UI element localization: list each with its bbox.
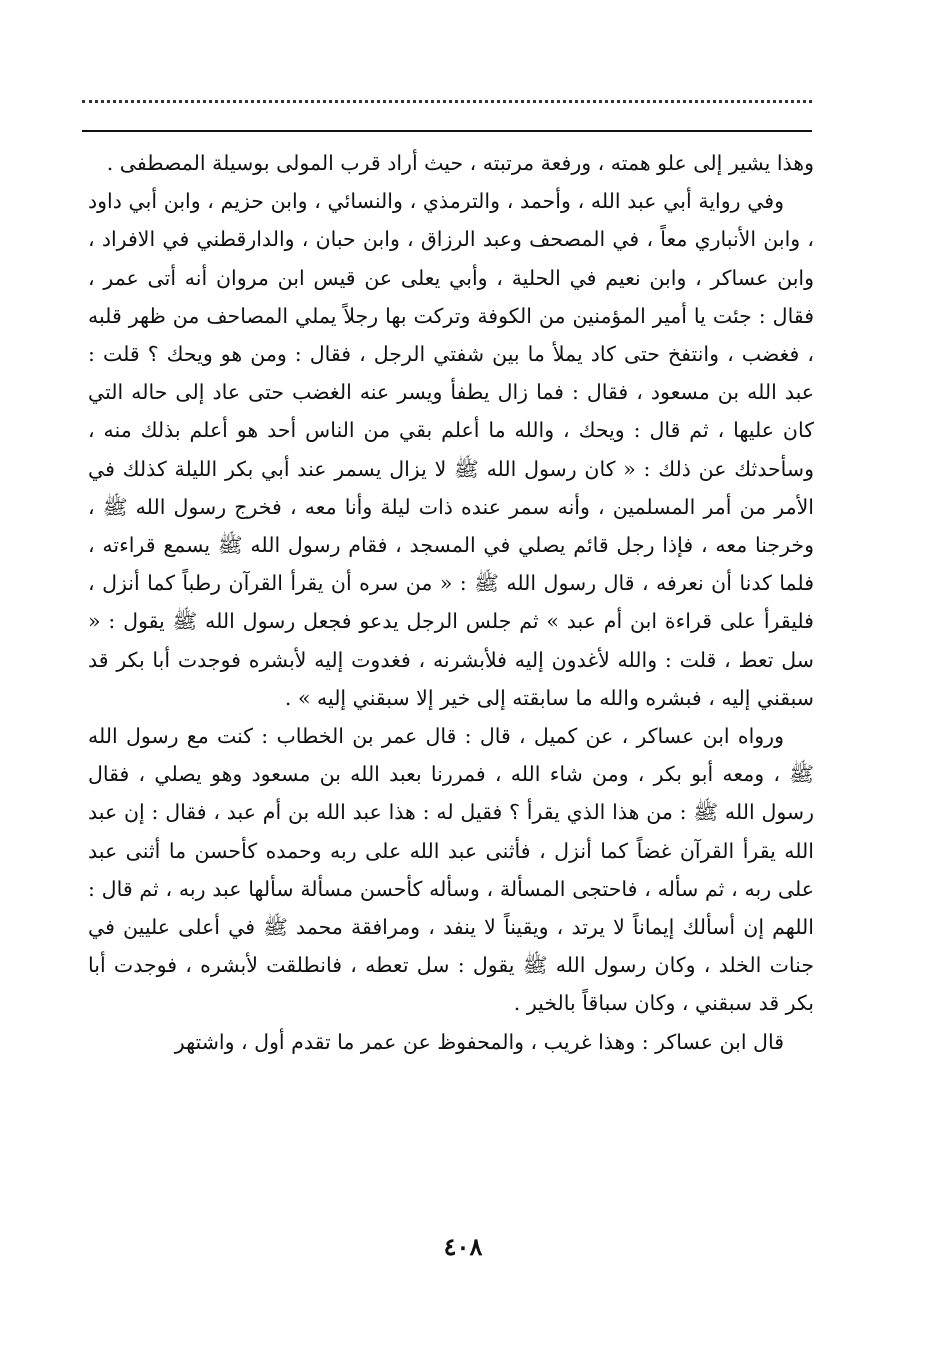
- paragraph-continuation: وهذا يشير إلى علو همته ، ورفعة مرتبته ، حيث أراد قرب المولى بوسيلة المصطفى .: [106, 151, 814, 175]
- header-dotted-rule: [82, 100, 812, 103]
- page-number: ٤٠٨: [443, 1232, 483, 1261]
- paragraph-closing: قال ابن عساكر : وهذا غريب ، والمحفوظ عن عمر ما تقدم أول ، واشتهر: [174, 1029, 784, 1054]
- page-body-text: [88, 144, 814, 1061]
- header-solid-rule: [82, 130, 812, 132]
- paragraph-ibn-asakir: ورواه ابن عساكر ، عن كميل ، قال : قال عمر بن الخطاب : كنت مع رسول الله ﷺ ، ومعه أبو بكر ، ومن شاء الله ، فمررنا بعبد الله بن مسعود وهو يصلي ، فقال رسول الله ﷺ : من هذا الذي يقرأ ؟ فقيل له : هذا عبد الله بن أم عبد ، فقال : إن عبد الله يقرأ القرآن غضاً كما أنزل ، فأثنى عبد الله على ربه وحمده كأحسن ما أثنى عبد على ربه ، ثم سأله ، فاحتجى المسألة ، وسأله كأحسن مسألة سألها عبد ربه ، ثم قال : اللهم إن أسألك إيماناً لا يرتد ، ويقيناً لا ينفد ، ومرافقة محمد ﷺ في أعلى عليين في جنات الخلد ، وكان رسول الله ﷺ يقول : سل تعطه ، فانطلقت لأبشره ، فوجدت أبا بكر قد سبقني ، وكان سباقاً بالخير .: [88, 724, 814, 1016]
- paragraph-riwaya: وفي رواية أبي عبد الله ، وأحمد ، والترمذي ، والنسائي ، وابن حزيم ، وابن أبي داود ، وابن الأنباري معاً ، في المصحف وعبد الرزاق ، وابن حبان ، والدارقطني في الافراد ، وابن عساكر ، وابن نعيم في الحلية ، وأبي يعلى عن قيس ابن مروان أنه أتى عمر ، فقال : جئت يا أمير المؤمنين من الكوفة وتركت بها رجلاً يملي المصاحف من ظهر قلبه ، فغضب ، وانتفخ حتى كاد يملأ ما بين شفتي الرجل ، فقال : ومن هو ويحك ؟ قلت : عبد الله بن مسعود ، فقال : فما زال يطفأ ويسر عنه الغضب حتى عاد إلى حاله التي كان عليها ، ثم قال : ويحك ، والله ما أعلم بقي من الناس أحد هو أعلم بذلك منه ، وسأحدثك عن ذلك : « كان رسول الله ﷺ لا يزال يسمر عند أبي بكر الليلة كذلك في الأمر من أمر المسلمين ، وأنه سمر عنده ذات ليلة وأنا معه ، فخرج رسول الله ﷺ ، وخرجنا معه ، فإذا رجل قائم يصلي في المسجد ، فقام رسول الله ﷺ يسمع قراءته ، فلما كدنا أن نعرفه ، قال رسول الله ﷺ : « من سره أن يقرأ القرآن رطباً كما أنزل ، فليقرأ على قراءة ابن أم عبد » ثم جلس الرجل يدعو فجعل رسول الله ﷺ يقول : « سل تعط ، قلت : والله لأغدون إليه فلأبشرنه ، فغدوت إليه لأبشره فوجدت أبا بكر قد سبقني إليه ، فبشره والله ما سابقته إلى خير إلا سبقني إليه » .: [88, 189, 814, 710]
